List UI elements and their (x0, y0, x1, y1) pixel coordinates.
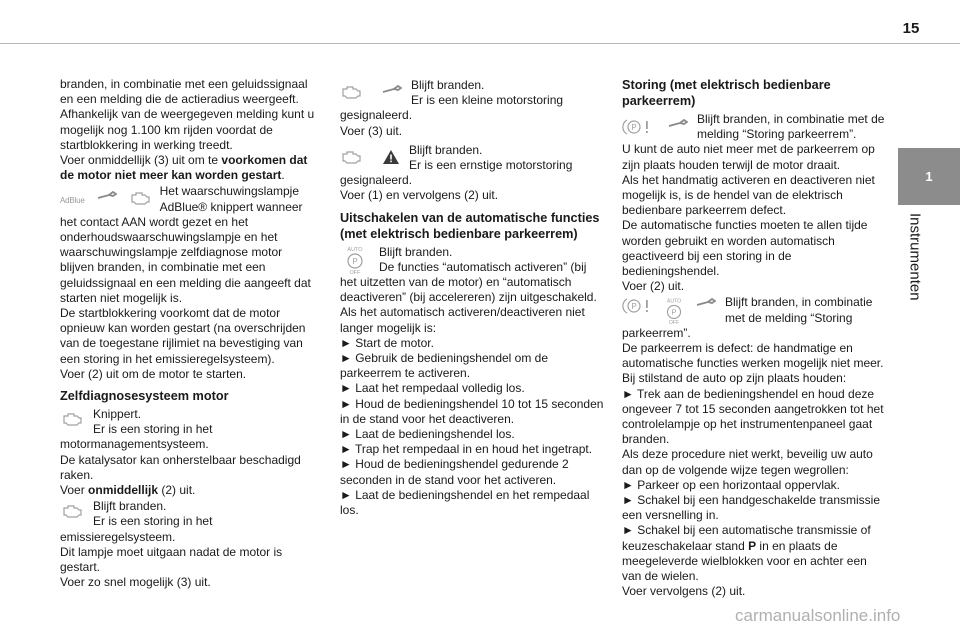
list-item: ► Houd de bedieningshendel gedurende 2 seconden in de stand voor het activeren. (340, 457, 569, 487)
column-2 (340, 77, 605, 518)
paragraph: Voer zo snel mogelijk (3) uit. (60, 575, 211, 590)
list-item: ► Laat de bedieningshendel los. (340, 427, 515, 442)
warning-text: Blijft branden, in combinatie met de melding “Storing (725, 295, 873, 325)
paragraph: Voer (2) uit om de motor te starten. (60, 366, 247, 381)
svg-text:AUTO: AUTO (347, 246, 363, 253)
warning-text: Blijft branden. Er is een ernstige motorstoring (409, 142, 573, 173)
warning-text: Het waarschuwingslampje AdBlue® knippert wanneer (159, 184, 303, 214)
list-item: ► Laat de bedieningshendel en het rempedaal los. (340, 487, 590, 518)
chapter-tab[interactable] (898, 148, 960, 205)
svg-text:P: P (352, 256, 358, 266)
chapter-label: Instrumenten (906, 213, 924, 301)
warning-brake-defect (622, 295, 888, 325)
paragraph: Als het automatisch activeren/deactiveren niet langer mogelijk is: (340, 305, 585, 335)
warning-text: Blijft branden. Er is een storing in het (93, 499, 213, 529)
column-1 (60, 77, 315, 591)
warning-minor-fault (340, 78, 605, 108)
warning-text: Blijft branden. De functies “automatisch activeren” (bij (379, 244, 587, 274)
paragraph: Voer (2) uit. (622, 279, 685, 294)
paragraph: gesignaleerd. (340, 173, 413, 188)
header-divider (0, 43, 960, 44)
watermark: carmanualsonline.info (735, 606, 901, 625)
svg-text:AUTO: AUTO (666, 299, 682, 306)
svg-text:P: P (671, 308, 677, 318)
paragraph: emissieregelsysteem. (60, 529, 176, 544)
wrench-icon (97, 190, 117, 202)
column-3 (622, 77, 888, 600)
paragraph: parkeerrem”. (622, 325, 691, 340)
svg-text:OFF: OFF (349, 269, 361, 275)
svg-text:P: P (631, 123, 637, 132)
chapter-number: 1 (925, 169, 933, 184)
paragraph: het uitzetten van de motor) en “automatisch deactiveren” (bij accelereren) zijn uitgeschakeld. (340, 275, 597, 305)
warning-engine-steady (60, 499, 315, 529)
svg-text:P: P (631, 302, 637, 312)
paragraph: branden, in combinatie met een geluidssignaal en een melding die de actieradius weergeeft. (60, 77, 308, 107)
parking-brake-auto-off-icon (660, 297, 688, 325)
list-item: ► Schakel bij een handgeschakelde transmissie een versnelling in. (622, 493, 881, 523)
list-item: ► Schakel bij een automatische transmissie of keuzeschakelaar stand P in en plaats de meegeleverde wielblokken voor en achter een van de wielen. (622, 523, 871, 584)
warning-brake-fault (622, 112, 888, 142)
paragraph: Als het handmatig activeren en deactiveren niet mogelijk is, is de hendel van de elektrisch bedienbare parkeerrem defect. (622, 172, 875, 218)
paragraph: Voer vervolgens (2) uit. (622, 584, 746, 599)
paragraph: De parkeerrem is defect: de handmatige en automatische functies werken mogelijk niet meer. (622, 341, 884, 371)
engine-icon (60, 503, 84, 519)
paragraph: Voer onmiddellijk (3) uit om te voorkomen dat de motor niet meer kan worden gestart. (60, 153, 308, 183)
wrench-icon (382, 84, 402, 96)
engine-icon (340, 149, 362, 165)
section-heading: Uitschakelen van de automatische functies (met elektrisch bedienbare parkeerrem) (340, 210, 600, 241)
list-item: ► Trek aan de bedieningshendel en houd deze ongeveer 7 tot 15 seconden aangetrokken tot het controlelampje op het instrumentenpaneel gaat branden. (622, 386, 884, 447)
paragraph: gesignaleerd. (340, 108, 413, 123)
paragraph: De katalysator kan onherstelbaar beschadigd raken. (60, 452, 301, 482)
list-item: ► Start de motor. (340, 335, 434, 350)
list-item: ► Trap het rempedaal in en houd het ingetrapt. (340, 442, 593, 457)
warning-text: Knippert. Er is een storing in het (93, 407, 213, 437)
section-heading: Storing (met elektrisch bedienbare parkeerrem) (622, 78, 831, 108)
paragraph: De automatische functies moeten te allen tijde worden gebruikt en worden automatisch geactiveerd bij een storing in de bedieningshendel. (622, 218, 868, 279)
paragraph: De startblokkering voorkomt dat de motor opnieuw kan worden gestart (na overschrijden van de toegestane rijlimiet na bevestiging van een storing in het emissieregelsysteem). (60, 306, 306, 366)
list-item: ► Gebruik de bedieningshendel om de parkeerrem te activeren. (340, 351, 549, 381)
warning-major-fault (340, 143, 605, 173)
warning-text: Blijft branden, in combinatie met de melding “Storing parkeerrem”. (697, 112, 885, 142)
page-number: 15 (902, 20, 920, 37)
warning-engine-blink (60, 407, 315, 437)
engine-icon (60, 411, 84, 427)
paragraph: Bij stilstand de auto op zijn plaats houden: (622, 371, 847, 386)
warning-auto-off (340, 245, 605, 275)
paragraph: Voer (3) uit. (340, 123, 403, 138)
paragraph: het contact AAN wordt gezet en het onderhoudswaarschuwingslampje en het waarschuwingslampje zelfdiagnose motor blijven branden, in combinatie met een geluidssignaal en een melding die aangeeft dat starten niet mogelijk is. (60, 214, 311, 305)
paragraph: U kunt de auto niet meer met de parkeerrem op zijn plaats houden terwijl de motor draait. (622, 142, 875, 172)
parking-brake-fault-icon (622, 297, 652, 315)
section-heading: Zelfdiagnosesysteem motor (60, 389, 229, 404)
paragraph: motormanagementsysteem. (60, 437, 209, 452)
parking-brake-fault-icon (622, 118, 652, 136)
paragraph: Dit lampje moet uitgaan nadat de motor is gestart. (60, 544, 283, 575)
wrench-icon (668, 118, 688, 130)
list-item: ► Laat het rempedaal volledig los. (340, 381, 525, 396)
parking-brake-auto-off-icon (340, 245, 370, 275)
warning-adblue (60, 184, 315, 214)
svg-text:OFF: OFF (668, 320, 680, 326)
engine-icon (129, 190, 151, 206)
paragraph: Voer (1) en vervolgens (2) uit. (340, 188, 499, 203)
paragraph: Als deze procedure niet werkt, beveilig uw auto dan op de volgende wijze tegen wegrollen: (622, 447, 873, 477)
paragraph: Afhankelijk van de weergegeven melding kunt u mogelijk nog 1.100 km rijden voordat de startblokkering in werking treedt. (60, 107, 315, 152)
warning-text: Blijft branden. Er is een kleine motorstoring (411, 78, 564, 108)
wrench-icon (696, 297, 716, 309)
adblue-icon: AdBlue (60, 196, 85, 206)
paragraph: Voer onmiddellijk (2) uit. (60, 483, 196, 498)
engine-icon (340, 84, 362, 100)
list-item: ► Parkeer op een horizontaal oppervlak. (622, 477, 841, 492)
warning-triangle-icon (382, 149, 400, 165)
list-item: ► Houd de bedieningshendel 10 tot 15 seconden in de stand voor het deactiveren. (340, 396, 604, 426)
